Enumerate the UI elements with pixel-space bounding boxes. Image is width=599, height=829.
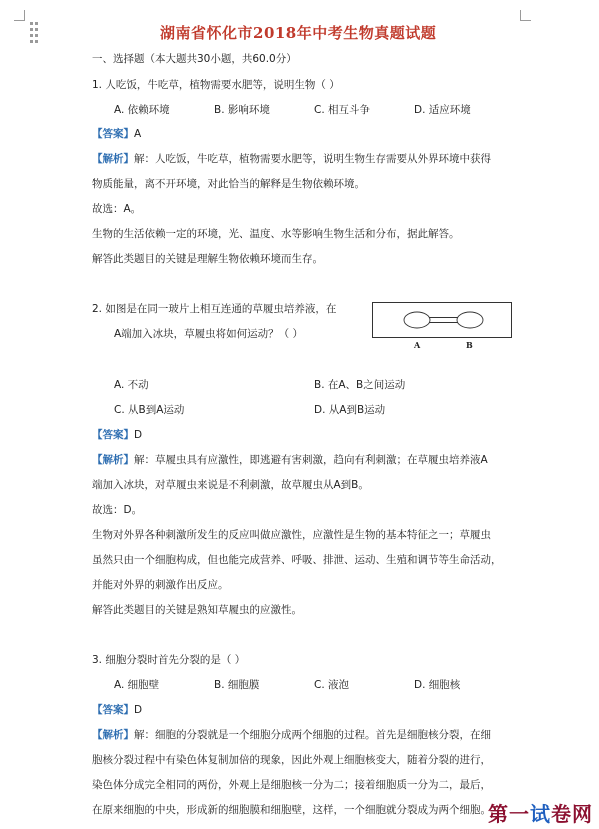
- q2-stem-2: A端加入冰块，草履虫将如何运动？（ ）: [114, 328, 304, 340]
- q2-analysis-4: 生物对外界各种刺激所发生的反应叫做应激性，应激性是生物的基本特征之一；草履虫: [92, 529, 491, 541]
- corner-mark-right: [520, 10, 531, 21]
- q1-analysis-4: 生物的生活依赖一定的环境，光、温度、水等影响生物生活和分布，据此解答。: [92, 228, 460, 240]
- q1-analysis-3: 故选：A。: [92, 203, 142, 215]
- figure-label-a: A: [414, 340, 421, 350]
- paramecium-culture-figure: [372, 302, 512, 338]
- q2-analysis-6: 并能对外界的刺激作出反应。: [92, 579, 229, 591]
- q3-option-b: B. 细胞膜: [214, 679, 260, 691]
- q1-analysis-2: 物质能量，离不开环境，对此恰当的解释是生物依赖环境。: [92, 178, 365, 190]
- q1-option-d: D. 适应环境: [414, 104, 471, 116]
- q2-stem-1: 2. 如图是在同一玻片上相互连通的草履虫培养液，在: [92, 303, 337, 315]
- q1-analysis-5: 解答此类题目的关键是理解生物依赖环境而生存。: [92, 253, 323, 265]
- q2-option-d: D. 从A到B运动: [314, 404, 386, 416]
- q2-analysis-7: 解答此类题目的关键是熟知草履虫的应激性。: [92, 604, 302, 616]
- site-watermark-logo: 第一试卷网: [488, 802, 593, 826]
- q2-answer: 【答案】D: [92, 429, 143, 441]
- corner-mark-left: [14, 10, 25, 21]
- q1-answer: 【答案】A: [92, 128, 142, 140]
- q2-analysis-2: 端加入冰块，对草履虫来说是不利刺激，故草履虫从A到B。: [92, 479, 369, 491]
- culture-drops-diagram: [373, 303, 511, 337]
- q3-stem: 3. 细胞分裂时首先分裂的是（ ）: [92, 654, 246, 666]
- q1-stem: 1. 人吃饭，牛吃草，植物需要水肥等，说明生物（ ）: [92, 79, 340, 91]
- q3-option-c: C. 液泡: [314, 679, 350, 691]
- q2-option-a: A. 不动: [114, 379, 149, 391]
- move-handle-icon[interactable]: [30, 22, 38, 46]
- q3-analysis-2: 胞核分裂过程中有染色体复制加倍的现象，因此外观上细胞核变大，随着分裂的进行，: [92, 754, 491, 766]
- q3-option-a: A. 细胞壁: [114, 679, 160, 691]
- page-title: 湖南省怀化市2018年中考生物真题试题: [160, 24, 437, 42]
- q2-option-c: C. 从B到A运动: [114, 404, 185, 416]
- section-heading: 一、选择题（本大题共30小题，共60.0分）: [92, 53, 297, 65]
- q3-analysis-1: 【解析】解：细胞的分裂就是一个细胞分成两个细胞的过程。首先是细胞核分裂，在细: [92, 729, 491, 741]
- q1-analysis-1: 【解析】解：人吃饭，牛吃草，植物需要水肥等，说明生物生存需要从外界环境中获得: [92, 153, 491, 165]
- q2-analysis-5: 虽然只由一个细胞构成，但也能完成营养、呼吸、排泄、运动、生殖和调节等生命活动，: [92, 554, 502, 566]
- q1-option-b: B. 影响环境: [214, 104, 270, 116]
- q3-analysis-3: 染色体分成完全相同的两份，外观上是细胞核一分为二；接着细胞质一分为二，最后，: [92, 779, 491, 791]
- q2-analysis-3: 故选：D。: [92, 504, 143, 516]
- q2-option-b: B. 在A、B之间运动: [314, 379, 406, 391]
- q1-option-c: C. 相互斗争: [314, 104, 371, 116]
- q3-option-d: D. 细胞核: [414, 679, 461, 691]
- figure-label-b: B: [466, 340, 473, 350]
- q1-option-a: A. 依赖环境: [114, 104, 170, 116]
- q3-answer: 【答案】D: [92, 704, 143, 716]
- q3-analysis-4: 在原来细胞的中央，形成新的细胞膜和细胞壁，这样，一个细胞就分裂成为两个细胞。: [92, 804, 491, 816]
- q2-analysis-1: 【解析】解：草履虫具有应激性，即逃避有害刺激，趋向有利刺激；在草履虫培养液A: [92, 454, 488, 466]
